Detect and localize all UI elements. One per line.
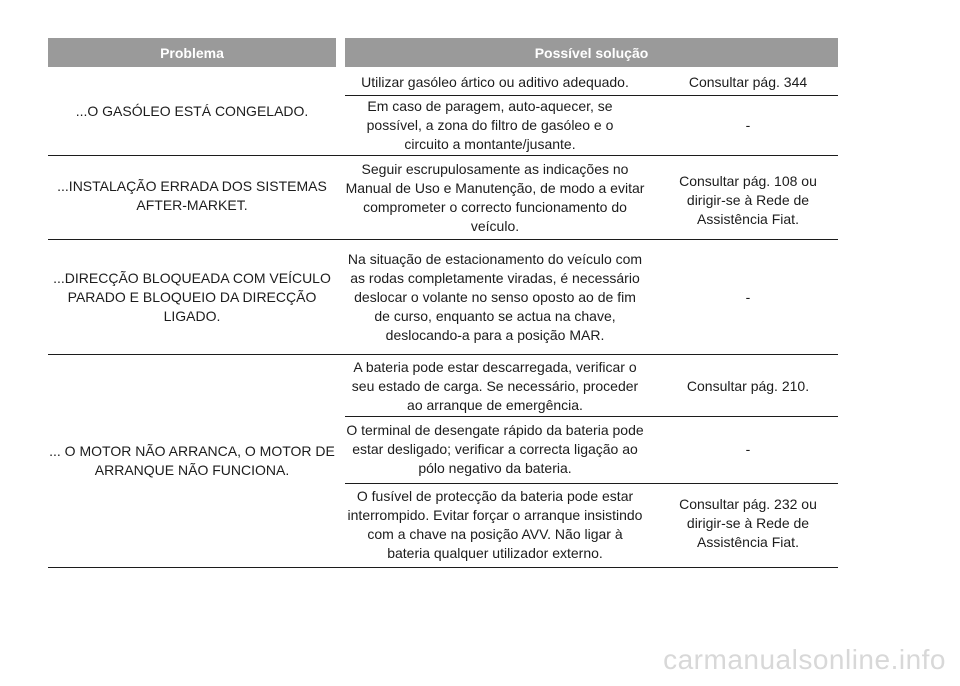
watermark: carmanualsonline.info bbox=[663, 644, 946, 675]
problem-cell: ...INSTALAÇÃO ERRADA DOS SISTEMAS AFTER-MARKET. bbox=[57, 178, 327, 213]
reference-cell: Consultar pág. 210. bbox=[686, 377, 810, 394]
problem-cell: ...O GASÓLEO ESTÁ CONGELADO. bbox=[75, 102, 309, 119]
solution-cell: O fusível de protecção da bateria pode estar interrompido. Evitar forçar o arranque insistindo com a chave na posição AVV. Não ligar à bateria qualquer utilizador externo. bbox=[347, 488, 643, 561]
reference-cell: Consultar pág. 344 bbox=[688, 73, 808, 90]
reference-cell: Consultar pág. 108 ou dirigir-se à Rede de Assistência Fiat. bbox=[679, 173, 817, 227]
solution-cell: Utilizar gasóleo ártico ou aditivo adequado. bbox=[361, 73, 629, 90]
problem-cell: ... O MOTOR NÃO ARRANCA, O MOTOR DE ARRANQUE NÃO FUNCIONA. bbox=[49, 443, 335, 478]
reference-cell: - bbox=[745, 289, 751, 305]
solution-cell: Em caso de paragem, auto-aquecer, se possível, a zona do filtro de gasóleo e o circuito a montante/jusante. bbox=[366, 98, 614, 152]
solution-cell: Seguir escrupulosamente as indicações no Manual de Uso e Manutenção, de modo a evitar comprometer o correcto funcionamento do veículo. bbox=[345, 161, 645, 234]
solution-cell: A bateria pode estar descarregada, verificar o seu estado de carga. Se necessário, proceder ao arranque de emergência. bbox=[351, 358, 639, 413]
table-bottom-border bbox=[48, 567, 838, 568]
solution-cell: O terminal de desengate rápido da bateria pode estar desligado; verificar a correcta ligação ao pólo negativo da bateria. bbox=[346, 421, 644, 476]
table-header-solution: Possível solução bbox=[345, 38, 838, 67]
problem-cell: ...DIRECÇÃO BLOQUEADA COM VEÍCULO PARADO E BLOQUEIO DA DIRECÇÃO LIGADO. bbox=[53, 270, 331, 324]
row-divider bbox=[345, 95, 838, 96]
table-header-problem: Problema bbox=[48, 38, 336, 67]
reference-cell: - bbox=[745, 440, 751, 457]
solution-cell: Na situação de estacionamento do veículo com as rodas completamente viradas, é necessário deslocar o volante no senso oposto ao de fim de curso, enquanto se actua na chave, deslocando-a para a posição MAR. bbox=[347, 251, 643, 343]
row-divider bbox=[345, 416, 838, 417]
reference-cell: - bbox=[745, 117, 751, 133]
reference-cell: Consultar pág. 232 ou dirigir-se à Rede de Assistência Fiat. bbox=[679, 496, 817, 550]
